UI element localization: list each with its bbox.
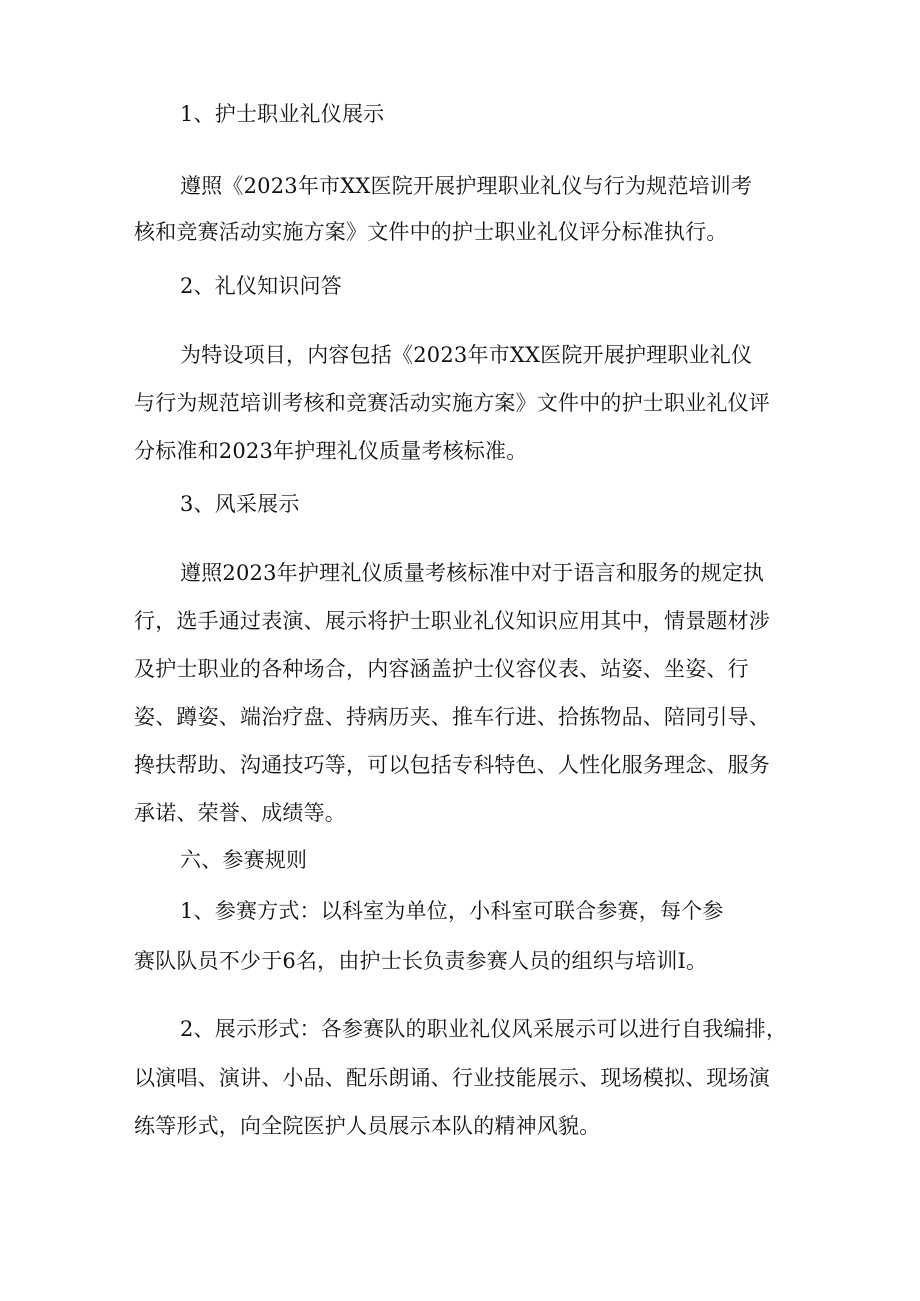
- paragraph-line: 行，选手通过表演、展示将护士职业礼仪知识应用其中，情景题材涉: [134, 609, 770, 633]
- heading-knowledge-quiz: 2、礼仪知识问答: [180, 274, 342, 298]
- paragraph-line: 承诺、荣誉、成绩等。: [134, 801, 346, 825]
- paragraph-line: 练等形式，向全院医护人员展示本队的精神风貌。: [134, 1114, 601, 1138]
- paragraph-line: 为特设项目，内容包括《2023年市XX医院开展护理职业礼仪: [180, 343, 753, 367]
- heading-etiquette-display: 1、护士职业礼仪展示: [180, 102, 385, 126]
- paragraph-line: 遵照《2023年市XX医院开展护理职业礼仪与行为规范培训考: [180, 174, 753, 198]
- paragraph-line: 1、参赛方式：以科室为单位，小科室可联合参赛，每个参: [180, 899, 724, 923]
- paragraph-line: 赛队队员不少于6名，由护士长负责参赛人员的组织与培训I。: [134, 949, 708, 973]
- heading-style-display: 3、风采展示: [180, 492, 300, 516]
- paragraph-line: 及护士职业的各种场合，内容涵盖护士仪容仪表、站姿、坐姿、行: [134, 657, 749, 681]
- paragraph-line: 搀扶帮助、沟通技巧等，可以包括专科特色、人性化服务理念、服务: [134, 753, 770, 777]
- paragraph-line: 以演唱、演讲、小品、配乐朗诵、行业技能展示、现场模拟、现场演: [134, 1066, 770, 1090]
- paragraph-line: 姿、蹲姿、端治疗盘、持病历夹、推车行进、拾拣物品、陪同引导、: [134, 705, 770, 729]
- paragraph-line: 2、展示形式：各参赛队的职业礼仪风采展示可以进行自我编排，: [180, 1017, 788, 1041]
- paragraph-line: 核和竞赛活动实施方案》文件中的护士职业礼仪评分标准执行。: [134, 220, 728, 244]
- paragraph-line: 分标准和2023年护理礼仪质量考核标准。: [134, 439, 528, 463]
- paragraph-line: 与行为规范培训考核和竞赛活动实施方案》文件中的护士职业礼仪评: [134, 391, 770, 415]
- paragraph-line: 遵照2023年护理礼仪质量考核标准中对于语言和服务的规定执: [180, 561, 765, 585]
- heading-competition-rules: 六、参赛规则: [180, 848, 308, 872]
